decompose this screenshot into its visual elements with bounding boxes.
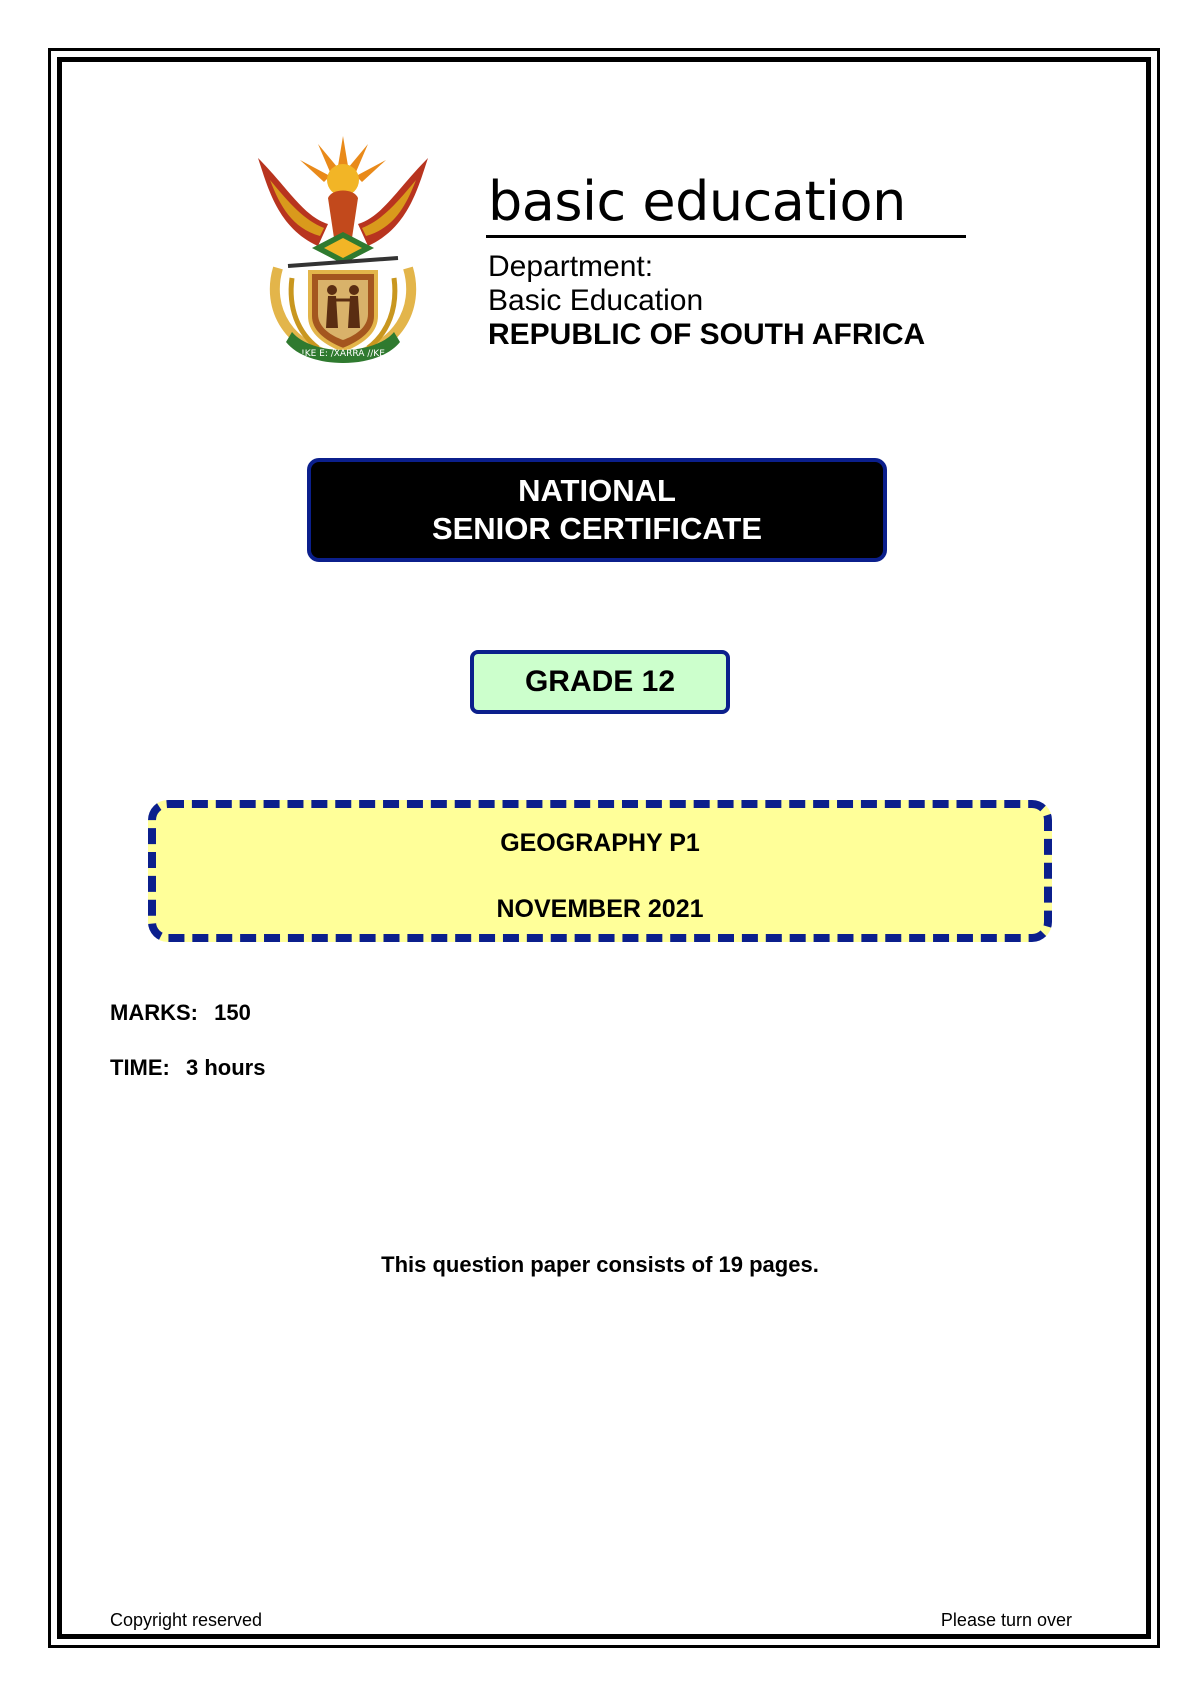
department-brand <box>486 170 966 352</box>
certificate-line-2: SENIOR CERTIFICATE <box>431 511 763 546</box>
marks-value: 150 <box>214 1000 251 1025</box>
page-count-note: This question paper consists of 19 pages. <box>381 1252 819 1277</box>
footer-copyright: Copyright reserved <box>110 1610 263 1630</box>
certificate-banner <box>307 458 887 562</box>
time-value: 3 hours <box>186 1055 266 1080</box>
coat-of-arms-logo <box>248 128 438 373</box>
time-line <box>110 1055 265 1081</box>
grade-badge: GRADE 12 <box>470 650 730 714</box>
brand-name: basic education <box>488 170 906 233</box>
country-name: REPUBLIC OF SOUTH AFRICA <box>488 318 926 351</box>
marks-line <box>110 1000 251 1026</box>
marks-label: MARKS: <box>110 1000 198 1025</box>
department-label: Department: <box>488 250 654 283</box>
certificate-line-1: NATIONAL <box>518 473 676 508</box>
subject-title: GEOGRAPHY P1 <box>500 829 700 857</box>
department-name: Basic Education <box>488 284 704 317</box>
brand-underline <box>486 235 966 238</box>
time-label: TIME: <box>110 1055 170 1080</box>
footer-turn-over: Please turn over <box>940 1610 1072 1630</box>
subject-panel <box>148 800 1052 942</box>
bird-body <box>328 191 358 239</box>
motto-text: !KE E: /XARRA //KE <box>301 349 385 359</box>
exam-date: NOVEMBER 2021 <box>496 895 704 923</box>
